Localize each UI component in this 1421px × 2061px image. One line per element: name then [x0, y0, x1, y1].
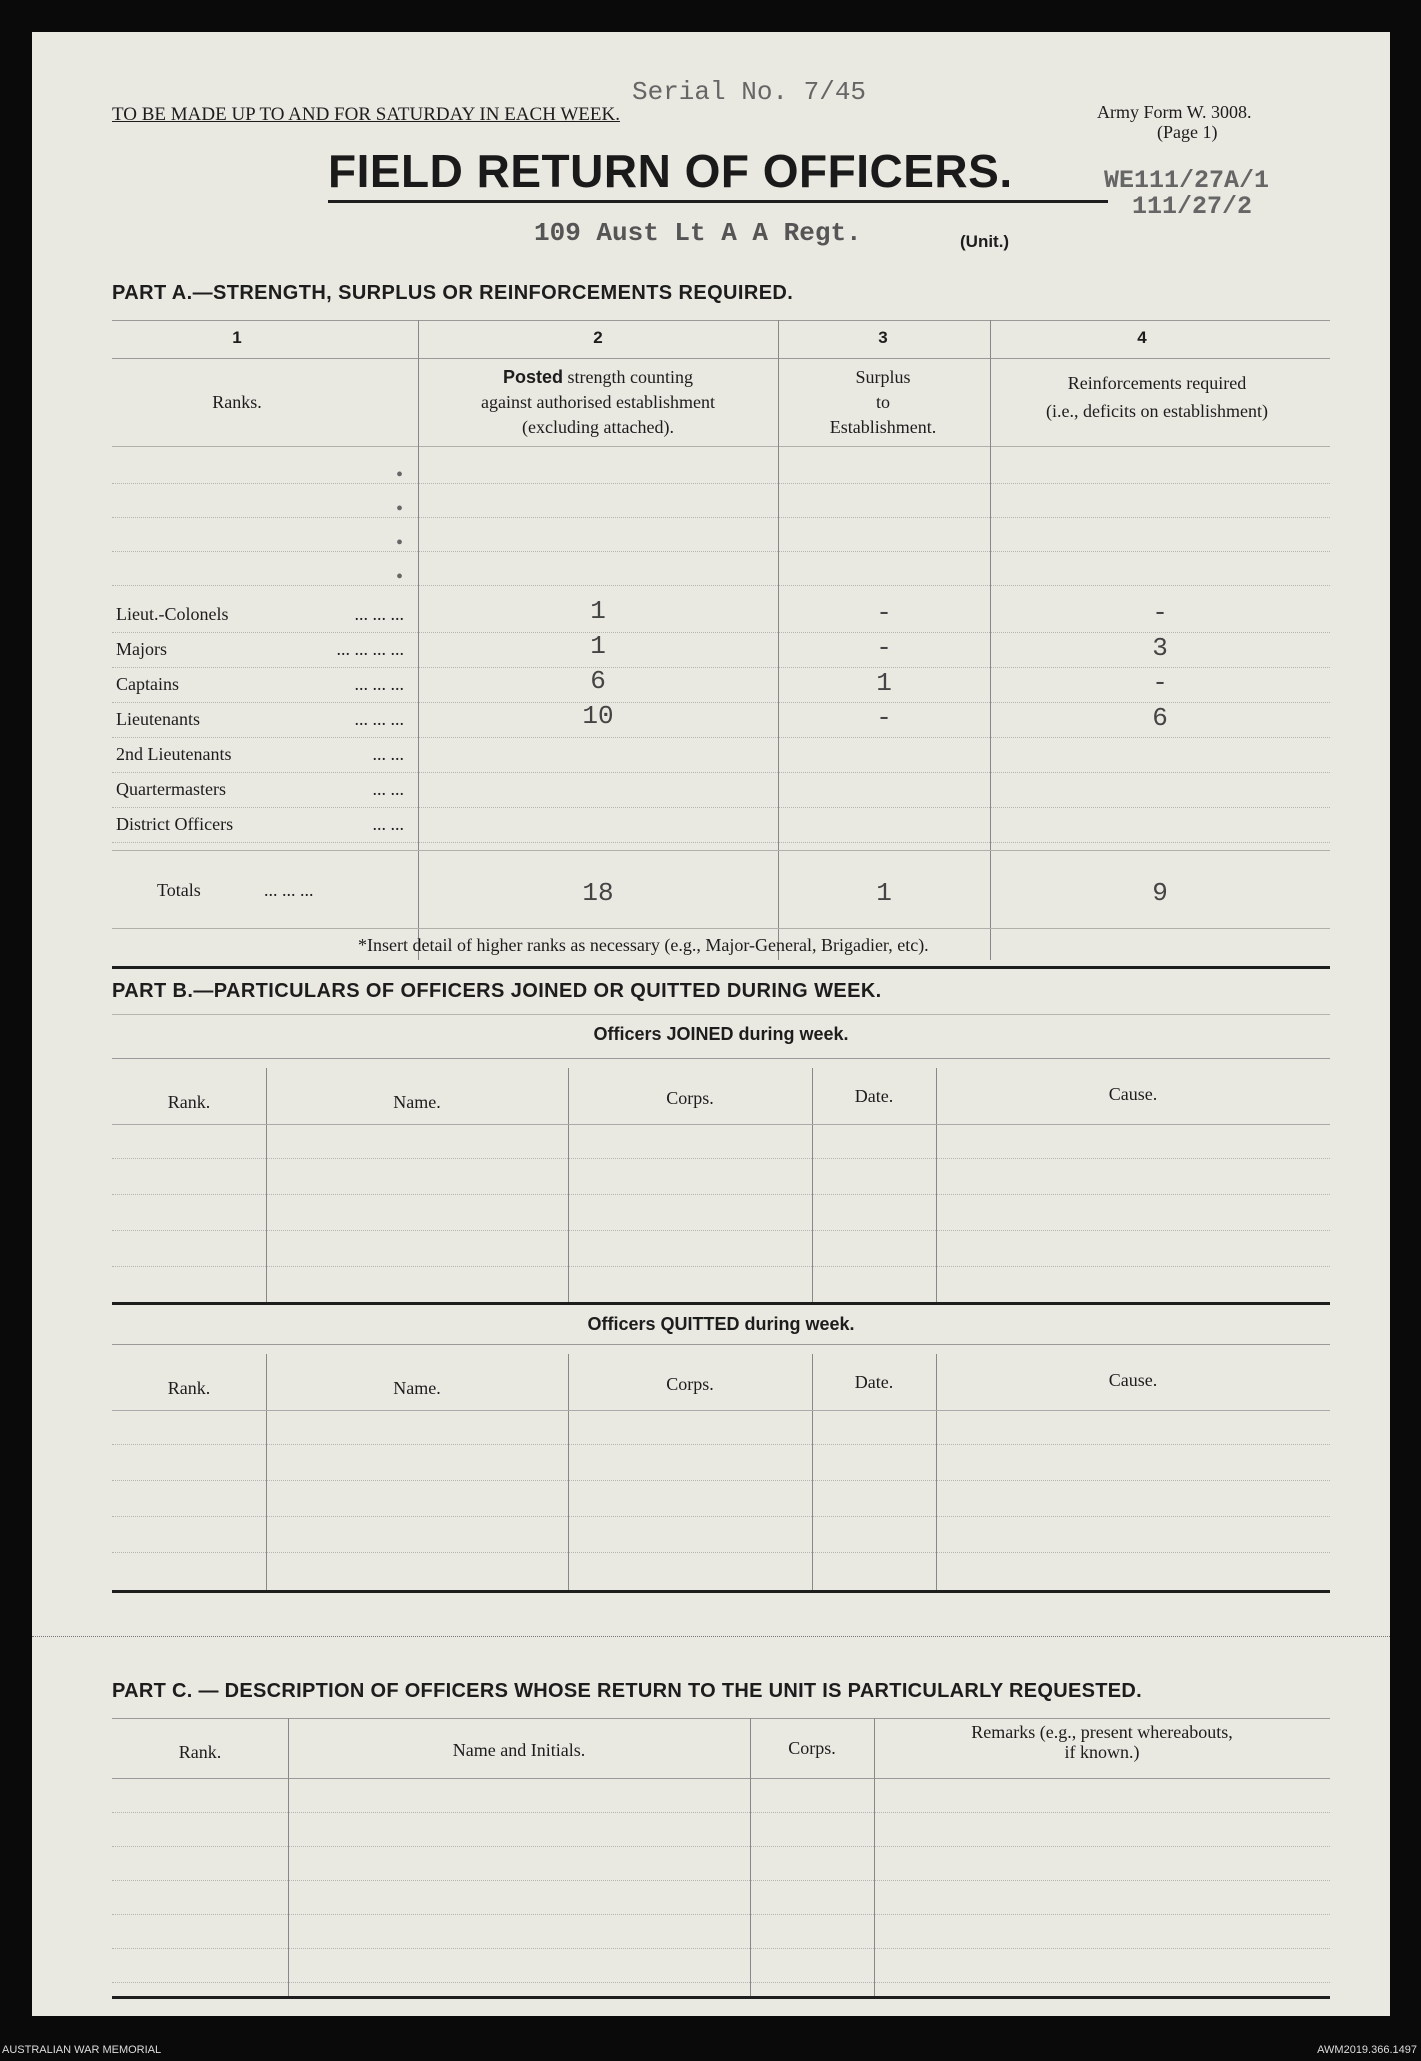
part-c-col-remarks-2: if known.): [1064, 1742, 1140, 1762]
surplus-1: Surplus: [855, 367, 911, 387]
surplus-value: -: [876, 598, 892, 628]
joined-col-rank: Rank.: [167, 1092, 211, 1112]
rank-label: District Officers: [116, 814, 234, 834]
surplus-value: -: [876, 633, 892, 663]
total-posted: 18: [582, 878, 614, 908]
file-reference-2: 111/27/2: [1132, 192, 1253, 221]
surplus-value: -: [876, 703, 892, 733]
rank-dots: ... ...: [372, 814, 404, 834]
totals-label: Totals: [157, 880, 201, 900]
quitted-col-cause: Cause.: [1108, 1370, 1158, 1390]
rank-dots: ... ... ...: [354, 709, 404, 729]
quitted-title: Officers QUITTED during week.: [587, 1314, 855, 1334]
col-header-ranks: Ranks.: [212, 392, 262, 412]
posted-value: 1: [590, 596, 606, 626]
posted-rest-3: (excluding attached).: [522, 417, 674, 437]
part-b-heading: PART B.—PARTICULARS OF OFFICERS JOINED OR QUITTED DURING WEEK.: [112, 980, 882, 1002]
quitted-col-name: Name.: [393, 1378, 441, 1398]
posted-bold: Posted: [503, 367, 564, 387]
rank-label: Lieut.-Colonels: [116, 604, 229, 624]
unit-label: (Unit.): [960, 232, 1010, 251]
rank-dots: ... ... ... ...: [336, 639, 404, 659]
part-a-footnote: *Insert detail of higher ranks as necessary (e.g., Major-General, Brigadier, etc).: [358, 935, 929, 955]
rank-label: Majors: [116, 639, 167, 659]
quitted-col-corps: Corps.: [666, 1374, 714, 1394]
totals-dots: ... ... ...: [264, 880, 314, 900]
form-title: FIELD RETURN OF OFFICERS.: [328, 145, 1013, 197]
part-a-heading: PART A.—STRENGTH, SURPLUS OR REINFORCEMENTS REQUIRED.: [112, 282, 794, 304]
joined-title: Officers JOINED during week.: [593, 1024, 849, 1044]
surplus-value: 1: [876, 668, 892, 698]
joined-col-cause: Cause.: [1108, 1084, 1158, 1104]
rank-dots: ... ... ...: [354, 674, 404, 694]
posted-value: 6: [590, 666, 606, 696]
part-c-heading: PART C. — DESCRIPTION OF OFFICERS WHOSE RETURN TO THE UNIT IS PARTICULARLY REQUESTED.: [112, 1680, 1143, 1702]
surplus-3: Establishment.: [829, 417, 937, 437]
joined-col-date: Date.: [854, 1086, 894, 1106]
col-number-4: 4: [1137, 328, 1147, 347]
part-c-col-name: Name and Initials.: [452, 1740, 586, 1760]
reinforcements-value: 6: [1152, 703, 1168, 733]
reinforcements-value: 3: [1152, 633, 1168, 663]
quitted-col-date: Date.: [854, 1372, 894, 1392]
part-c-col-corps: Corps.: [788, 1738, 836, 1758]
joined-col-corps: Corps.: [666, 1088, 714, 1108]
rank-label: Lieutenants: [116, 709, 200, 729]
footer-accession: AWM2019.366.1497: [1317, 2044, 1417, 2056]
rank-dots: ... ...: [372, 779, 404, 799]
reinforcements-value: -: [1152, 598, 1168, 628]
col-number-2: 2: [593, 328, 603, 347]
surplus-2: to: [875, 392, 890, 412]
rank-label: Captains: [116, 674, 179, 694]
part-c-col-rank: Rank.: [178, 1742, 222, 1762]
reinforcements-1: Reinforcements required: [1067, 373, 1247, 393]
posted-rest-1: strength counting: [567, 367, 693, 387]
posted-value: 1: [590, 631, 606, 661]
col-number-1: 1: [232, 328, 242, 347]
joined-col-name: Name.: [393, 1092, 441, 1112]
rank-label: Quartermasters: [116, 779, 226, 799]
reinforcements-2: (i.e., deficits on establishment): [1046, 401, 1268, 421]
col-number-3: 3: [878, 328, 888, 347]
posted-rest-2: against authorised establishment: [481, 392, 715, 412]
rank-dots: ... ... ...: [354, 604, 404, 624]
posted-value: 10: [582, 701, 614, 731]
rank-label: 2nd Lieutenants: [116, 744, 232, 764]
form-instruction: TO BE MADE UP TO AND FOR SATURDAY IN EACH WEEK.: [112, 104, 620, 125]
total-surplus: 1: [876, 878, 892, 908]
unit-name: 109 Aust Lt A A Regt.: [534, 218, 862, 248]
page-number: (Page 1): [1157, 122, 1218, 142]
total-reinforcements: 9: [1152, 878, 1168, 908]
part-c-col-remarks-1: Remarks (e.g., present whereabouts,: [971, 1722, 1233, 1742]
col-header-posted: [418, 367, 778, 388]
higher-rank-bullets: • • • •: [396, 464, 404, 588]
serial-number: Serial No. 7/45: [632, 77, 867, 107]
rank-dots: ... ...: [372, 744, 404, 764]
footer-credit: AUSTRALIAN WAR MEMORIAL: [2, 2044, 162, 2056]
form-sheet: [32, 32, 1390, 2016]
file-reference-1: WE111/27A/1: [1104, 166, 1270, 195]
quitted-col-rank: Rank.: [167, 1378, 211, 1398]
reinforcements-value: -: [1152, 668, 1168, 698]
form-number: Army Form W. 3008.: [1097, 102, 1252, 122]
